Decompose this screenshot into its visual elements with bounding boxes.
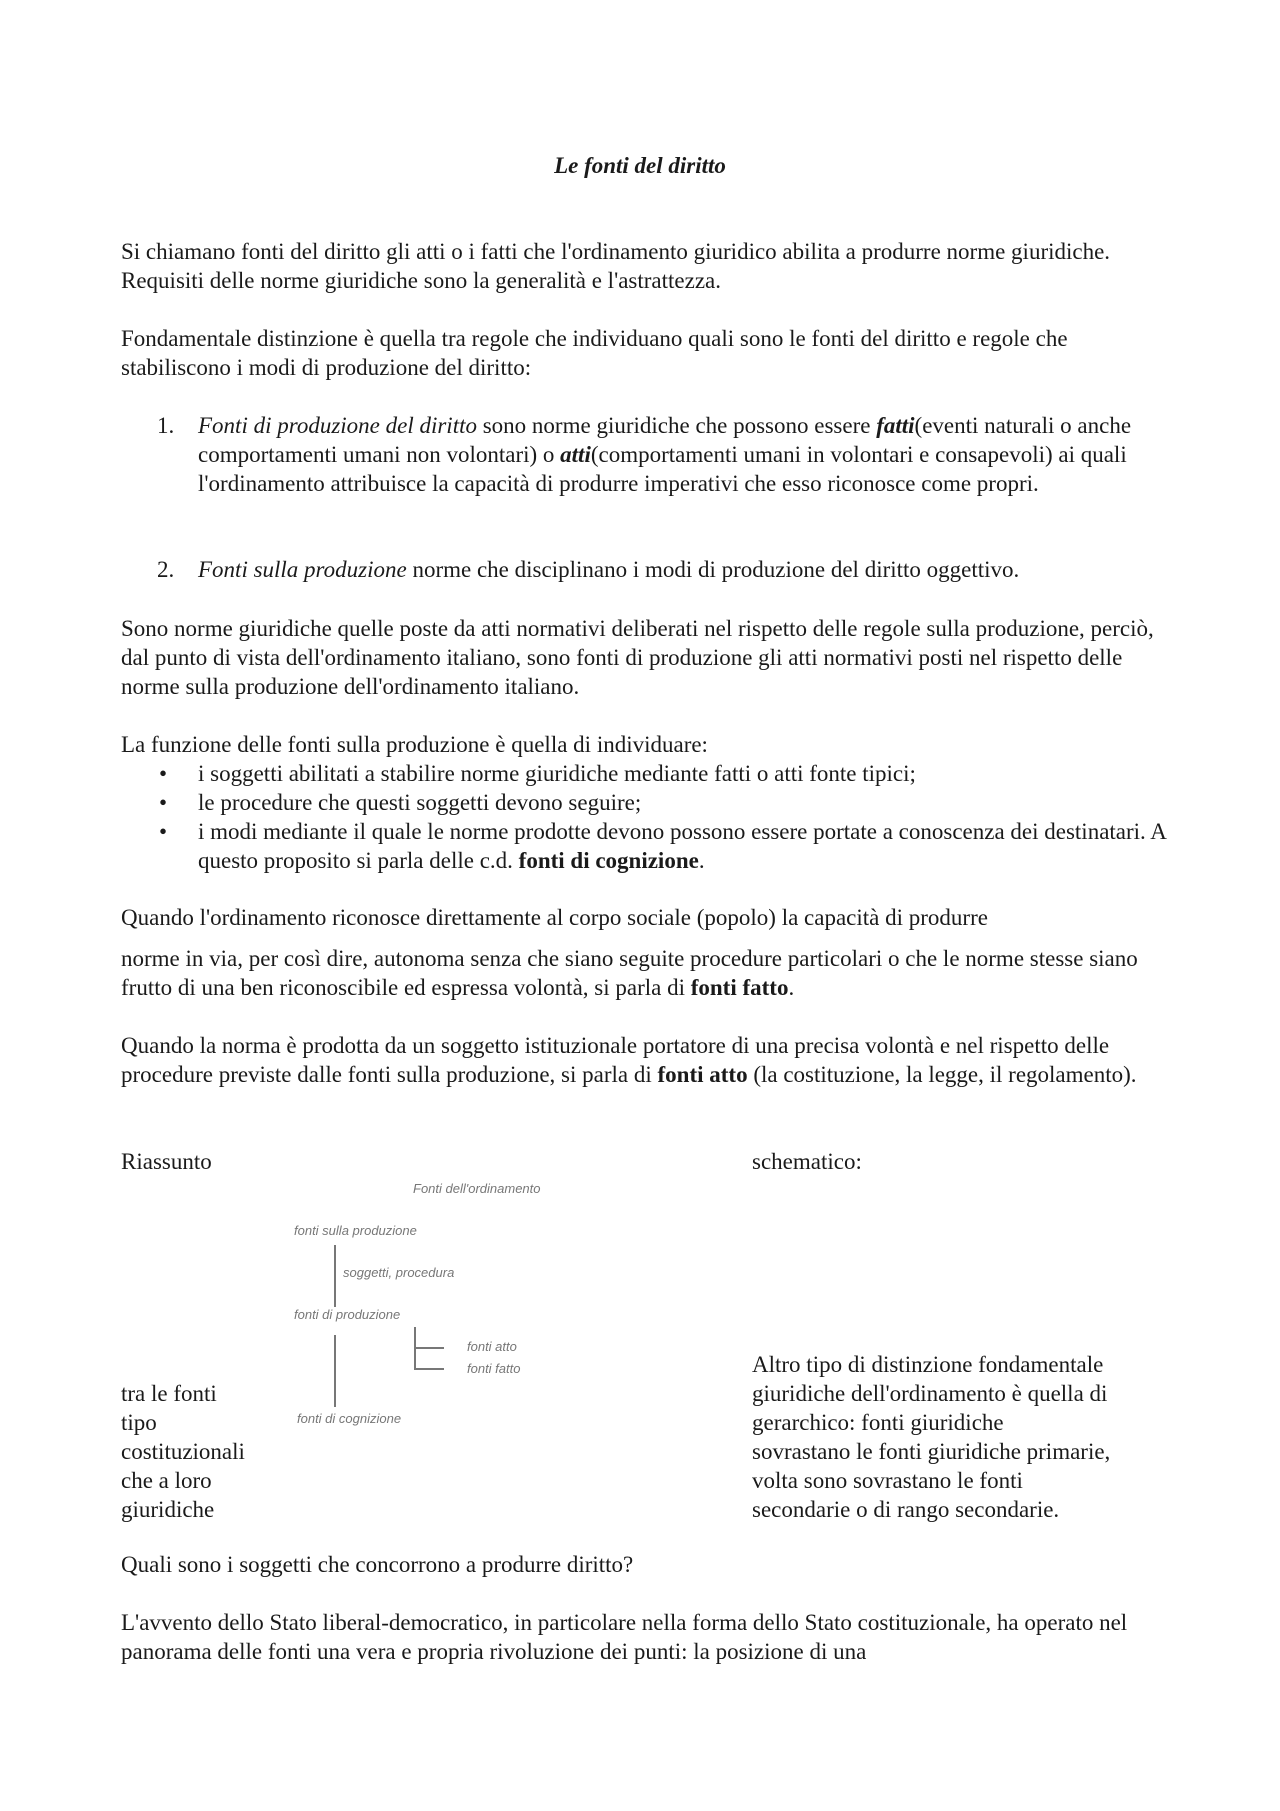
numbered-item-2 — [0, 555, 1280, 585]
page-title: Le fonti del diritto — [554, 153, 726, 178]
fonti-di-cognizione-term: fonti di cognizione — [518, 848, 699, 873]
final-paragraph: L'avvento dello Stato liberal-democratico, in particolare nella forma dello Stato costituzionale, ha operato nel panorama delle fonti una vera e propria rivoluzione dei punti: la posizione di una — [121, 1610, 1128, 1664]
right-column-line: Altro tipo di distinzione fondamentale — [752, 1352, 1104, 1377]
bullet-text: i modi mediante il quale le norme prodotte devono possono essere portate a conoscenza dei destinatari. A questo proposito si parla delle c.d. fonti di cognizione. — [198, 819, 1166, 873]
riassunto-label-right: schematico: — [752, 1149, 862, 1174]
bullet-icon: • — [159, 761, 168, 786]
diagram-connector — [414, 1347, 444, 1349]
diagram-produzione-label: fonti di produzione — [294, 1307, 401, 1322]
left-column-line: che a loro — [121, 1468, 212, 1493]
diagram-fatto-label: fonti fatto — [467, 1361, 521, 1376]
right-column-line: giuridiche dell'ordinamento è quella di — [752, 1381, 1108, 1406]
atti-term: atti — [560, 442, 591, 467]
fonti-atto-term: fonti atto — [657, 1062, 748, 1087]
bullet-item-2 — [0, 788, 1280, 818]
bullet-icon: • — [159, 819, 168, 844]
right-column — [752, 1350, 1192, 1524]
riassunto-label-left: Riassunto — [121, 1149, 212, 1174]
bullet-text: i soggetti abilitati a stabilire norme giuridiche mediante fatti o atti fonte tipici; — [198, 761, 916, 786]
right-column-line: gerarchico: fonti giuridiche — [752, 1410, 1004, 1435]
left-column-line: costituzionali — [121, 1439, 245, 1464]
diagram-atto-label: fonti atto — [467, 1339, 517, 1354]
fonti-atto-paragraph: Quando la norma è prodotta da un soggetto istituzionale portatore di una precisa volontà e nel rispetto delle procedure previste dalle fonti sulla produzione, si parla di fonti atto (la costituzione, la legge, il regolamento). — [121, 1033, 1137, 1087]
norms-paragraph: Sono norme giuridiche quelle poste da atti normativi deliberati nel rispetto delle regole sulla produzione, perciò, dal punto di vista dell'ordinamento italiano, sono fonti di produzione gli atti normativi posti nel rispetto delle norme sulla produzione dell'ordinamento italiano. — [121, 616, 1154, 699]
diagram-connector — [414, 1368, 444, 1370]
question-line: Quali sono i soggetti che concorrono a produrre diritto? — [121, 1552, 634, 1577]
left-column — [121, 1379, 291, 1524]
diagram-soggetti-label: soggetti, procedura — [343, 1265, 455, 1280]
right-column-line: sovrastano le fonti giuridiche primarie, — [752, 1439, 1111, 1464]
item-number: 2. — [157, 557, 175, 582]
bullet-text: le procedure che questi soggetti devono seguire; — [198, 790, 642, 815]
numbered-item-1 — [0, 411, 1280, 531]
item-text: Fonti sulla produzione norme che disciplinano i modi di produzione del diritto oggettivo. — [198, 557, 1020, 582]
diagram-cognizione-label: fonti di cognizione — [297, 1411, 402, 1426]
item-term: Fonti sulla produzione — [198, 557, 407, 582]
distinction-paragraph: Fondamentale distinzione è quella tra regole che individuano quali sono le fonti del diritto e regole che stabiliscono i modi di produzione del diritto: — [121, 326, 1068, 380]
left-column-line: giuridiche — [121, 1497, 215, 1522]
fatti-term: fatti — [876, 413, 915, 438]
bullet-item-3 — [0, 817, 1280, 877]
right-column-line: volta sono sovrastano le fonti — [752, 1468, 1023, 1493]
sources-diagram — [280, 1175, 620, 1435]
item-term: Fonti di produzione del diritto — [198, 413, 477, 438]
bullet-item-1 — [0, 759, 1280, 789]
item-number: 1. — [157, 413, 175, 438]
left-column-line: tipo — [121, 1410, 157, 1435]
diagram-sulla-label: fonti sulla produzione — [294, 1223, 417, 1238]
diagram-root-label: Fonti dell'ordinamento — [413, 1181, 541, 1196]
diagram-connector — [334, 1245, 336, 1307]
function-intro: La funzione delle fonti sulla produzione è quella di individuare: — [121, 732, 708, 757]
bullet-icon: • — [159, 790, 168, 815]
fonti-fatto-line-1: Quando l'ordinamento riconosce direttamente al corpo sociale (popolo) la capacità di produrre — [121, 905, 988, 930]
item-text: Fonti di produzione del diritto sono norme giuridiche che possono essere fatti(eventi naturali o anche comportamenti umani non volontari) o atti(comportamenti umani in volontari e consapevoli) ai quali l'ordinamento attribuisce la capacità di produrre imperativi che esso riconosce come propri. — [198, 413, 1132, 496]
fonti-fatto-paragraph: norme in via, per così dire, autonoma senza che siano seguite procedure particolari o che le norme stesse siano frutto di una ben riconoscibile ed espressa volontà, si parla di fonti fatto. — [121, 946, 1138, 1000]
fonti-fatto-term: fonti fatto — [690, 975, 789, 1000]
intro-paragraph: Si chiamano fonti del diritto gli atti o i fatti che l'ordinamento giuridico abilita a produrre norme giuridiche. Requisiti delle norme giuridiche sono la generalità e l'astrattezza. — [121, 239, 1111, 293]
right-column-line: secondarie o di rango secondarie. — [752, 1497, 1060, 1522]
left-column-line: tra le fonti — [121, 1381, 217, 1406]
diagram-connector — [334, 1335, 336, 1407]
